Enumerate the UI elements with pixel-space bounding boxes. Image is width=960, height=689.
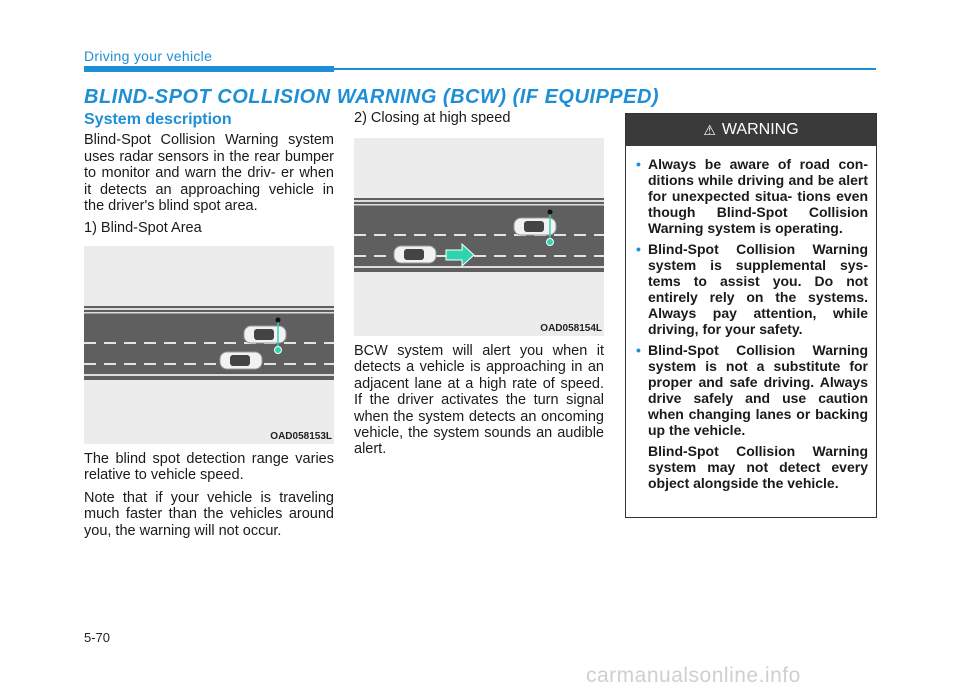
host-vehicle: [244, 326, 286, 343]
site-watermark: carmanualsonline.info: [586, 664, 801, 687]
warning-box: [625, 113, 877, 518]
section-label: Driving your vehicle: [84, 48, 213, 64]
warning-body: [626, 146, 876, 491]
warning-item: [636, 241, 868, 337]
adjacent-vehicle: [220, 352, 262, 369]
column-2: [354, 110, 604, 132]
bullet-icon: •: [636, 156, 641, 172]
warning-item-extra: [636, 443, 868, 491]
figure-code: OAD058154L: [540, 323, 602, 334]
range-paragraph: The blind spot detection range varies relative to vehicle speed.: [84, 451, 334, 484]
header-accent-bar: [84, 66, 334, 72]
warning-item: [636, 156, 868, 236]
page-number: 5-70: [84, 630, 111, 645]
warning-text: Blind-Spot Collision Warning system is supplemental sys- tems to assist you. Do not entirely rely on the systems. Always pay attention, while driving, for your safety.: [648, 241, 868, 337]
road-illustration-2: [354, 138, 604, 336]
closing-speed-label: 2) Closing at high speed: [354, 110, 511, 126]
warning-triangle-icon: ⚠: [703, 121, 716, 138]
warning-text: Always be aware of road con- ditions while driving and be alert for unexpected situa- tions even though Blind-Spot Collision Warning system is operating.: [648, 156, 868, 236]
blind-spot-area-label: 1) Blind-Spot Area: [84, 220, 202, 237]
warning-item: [636, 342, 868, 438]
header-rule: [334, 68, 876, 70]
figure-code: OAD058153L: [270, 431, 332, 442]
warning-header: [626, 114, 876, 146]
intro-paragraph: Blind-Spot Collision Warning system uses radar sensors in the rear bumper to monitor and warn the driv- er when it detects an approaching vehicle in the driver's blind spot area.: [84, 132, 334, 215]
figure-blind-spot-area: [84, 246, 334, 444]
warning-text: Blind-Spot Collision Warning system may not detect every object alongside the vehicle.: [648, 443, 868, 491]
approaching-vehicle: [394, 246, 436, 263]
section-heading: System description: [84, 111, 232, 128]
column-2-lower: [354, 343, 604, 464]
bcw-alert-paragraph: BCW system will alert you when it detects a vehicle is approaching in an adjacent lane at a high rate of speed. If the driver activates the turn signal when the system detects an oncoming vehicle, the system sounds an audible alert.: [354, 343, 604, 458]
warning-label: WARNING: [721, 121, 799, 138]
bullet-icon: •: [636, 342, 641, 358]
road-illustration-1: [84, 246, 334, 444]
column-1: [84, 110, 334, 243]
warning-text: Blind-Spot Collision Warning system is not a substitute for proper and safe driving. Always drive safely and use caution when changing lanes or backing up the vehicle.: [648, 342, 868, 438]
note-paragraph: Note that if your vehicle is traveling much faster than the vehicles around you, the warning will not occur.: [84, 489, 334, 539]
figure-closing-speed: [354, 138, 604, 336]
page-title: BLIND-SPOT COLLISION WARNING (BCW) (IF EQUIPPED): [84, 86, 660, 108]
column-1-lower: [84, 451, 334, 545]
bullet-icon: •: [636, 241, 641, 257]
